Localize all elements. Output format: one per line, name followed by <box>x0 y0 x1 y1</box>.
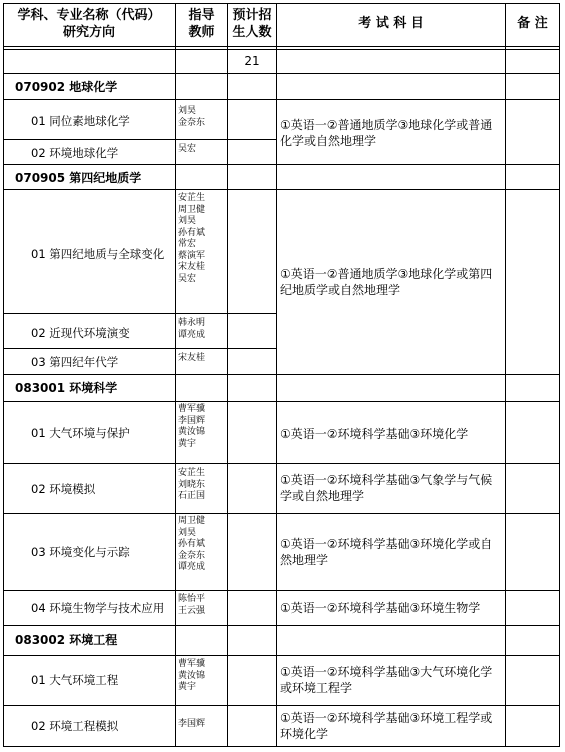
grid-line <box>559 3 560 747</box>
header-col3-line1: 预计招 <box>232 8 272 23</box>
program-name: 070905 第四纪地质学 <box>15 171 142 185</box>
header-col5: 备 注 <box>517 16 548 31</box>
direction-label: 03 第四纪年代学 <box>31 355 119 369</box>
tutor-list <box>178 353 205 365</box>
exam-subjects: ①英语一②环境科学基础③大气环境化学或环境工程学 <box>280 665 493 695</box>
grid-line <box>3 73 560 74</box>
tutor-name: 黄宇 <box>178 682 197 692</box>
grid-line <box>505 3 506 747</box>
tutor-list <box>178 404 205 450</box>
direction-label: 03 环境变化与示踪 <box>31 545 130 559</box>
total-quota: 21 <box>244 54 260 68</box>
grid-line <box>3 513 560 514</box>
grid-line <box>3 590 560 591</box>
exam-subjects: ①英语一②环境科学基础③环境生物学 <box>280 601 481 615</box>
tutor-name: 孙有斌 <box>178 227 206 238</box>
tutor-name: 李国辉 <box>178 415 206 426</box>
tutor-name: 李国辉 <box>178 719 206 729</box>
exam-subjects: ①英语一②环境科学基础③环境工程学或环境化学 <box>280 711 493 741</box>
tutor-name: 安芷生 <box>178 193 206 203</box>
tutor-name: 蔡演军 <box>178 250 206 261</box>
grid-line <box>3 49 560 50</box>
tutor-list <box>178 594 205 617</box>
direction-label: 04 环境生物学与技术应用 <box>31 601 165 615</box>
program-name: 083001 环境科学 <box>15 381 118 395</box>
tutor-name: 宋友桂 <box>178 262 206 272</box>
tutor-name: 刘晓东 <box>178 479 206 490</box>
header-col2-line1: 指导 <box>188 8 215 23</box>
tutor-name: 黄汝锦 <box>178 427 206 437</box>
grid-line <box>3 139 276 140</box>
tutor-name: 谭亮成 <box>178 329 206 340</box>
tutor-list <box>178 144 196 156</box>
exam-subjects: ①英语一②普通地质学③地球化学或第四纪地质学或自然地理学 <box>280 267 493 297</box>
tutor-name: 陈怡平 <box>178 594 206 604</box>
tutor-list <box>178 468 205 503</box>
direction-label: 02 环境工程模拟 <box>31 719 119 733</box>
grid-line <box>3 625 560 626</box>
program-name: 083002 环境工程 <box>15 633 118 647</box>
direction-label: 02 环境模拟 <box>31 482 96 496</box>
grid-line <box>3 374 560 375</box>
tutor-name: 刘昊 <box>178 106 197 116</box>
grid-line <box>3 99 560 100</box>
tutor-list <box>178 719 205 731</box>
grid-line <box>3 164 560 165</box>
direction-label: 02 环境地球化学 <box>31 146 119 160</box>
header-col2 <box>176 7 227 41</box>
grid-line <box>3 3 560 4</box>
tutor-list <box>178 659 205 694</box>
exam-subjects: ①英语一②环境科学基础③环境化学 <box>280 427 469 441</box>
tutor-name: 曹军骥 <box>178 659 206 669</box>
header-col3 <box>228 7 276 41</box>
tutor-name: 黄汝锦 <box>178 670 206 681</box>
exam-subjects: ①英语一②普通地质学③地球化学或普通化学或自然地理学 <box>280 118 493 148</box>
tutor-name: 安芷生 <box>178 468 206 478</box>
tutor-name: 曹军骥 <box>178 404 206 414</box>
grid-line <box>3 463 560 464</box>
direction-label: 02 近现代环境演变 <box>31 326 130 340</box>
tutor-list <box>178 516 205 574</box>
grid-line <box>3 401 560 402</box>
tutor-name: 石正国 <box>178 491 206 501</box>
grid-line <box>3 46 560 47</box>
header-col3-line2: 生人数 <box>232 25 272 40</box>
tutor-name: 黄宇 <box>178 438 197 449</box>
grid-line <box>3 348 276 349</box>
direction-label: 01 同位素地球化学 <box>31 114 130 128</box>
header-col2-line2: 教师 <box>188 25 215 40</box>
grid-line <box>3 3 4 747</box>
tutor-name: 金奈东 <box>178 550 206 561</box>
grid-line <box>276 3 277 747</box>
tutor-name: 吴宏 <box>178 273 197 284</box>
grid-line <box>3 189 560 190</box>
tutor-name: 刘昊 <box>178 527 197 538</box>
grid-line <box>3 313 276 314</box>
tutor-name: 王云强 <box>178 605 206 616</box>
tutor-name: 周卫健 <box>178 516 206 526</box>
header-col4: 考 试 科 目 <box>358 16 424 31</box>
tutor-name: 孙有斌 <box>178 539 206 549</box>
tutor-list <box>178 193 205 285</box>
tutor-list <box>178 106 205 129</box>
direction-label: 01 大气环境与保护 <box>31 426 130 440</box>
grid-line <box>227 3 228 747</box>
grid-line <box>3 705 560 706</box>
tutor-name: 谭亮成 <box>178 562 206 572</box>
direction-label: 01 大气环境工程 <box>31 673 119 687</box>
tutor-name: 吴宏 <box>178 144 197 154</box>
tutor-name: 周卫健 <box>178 204 206 215</box>
grid-line <box>3 746 560 747</box>
tutor-name: 常宏 <box>178 239 197 249</box>
exam-subjects: ①英语一②环境科学基础③环境化学或自然地理学 <box>280 537 493 567</box>
exam-subjects: ①英语一②环境科学基础③气象学与气候学或自然地理学 <box>280 473 493 503</box>
program-name: 070902 地球化学 <box>15 80 118 94</box>
tutor-name: 韩永明 <box>178 318 206 328</box>
direction-label: 01 第四纪地质与全球变化 <box>31 247 165 261</box>
grid-line <box>3 655 560 656</box>
grid-line <box>175 3 176 747</box>
tutor-name: 金奈东 <box>178 117 206 128</box>
header-col1 <box>3 7 175 41</box>
tutor-name: 宋友桂 <box>178 353 206 363</box>
header-col1-line1: 学科、专业名称（代码） <box>17 8 161 23</box>
header-col1-line2: 研究方向 <box>62 25 115 40</box>
tutor-name: 刘昊 <box>178 216 197 226</box>
tutor-list <box>178 318 205 341</box>
